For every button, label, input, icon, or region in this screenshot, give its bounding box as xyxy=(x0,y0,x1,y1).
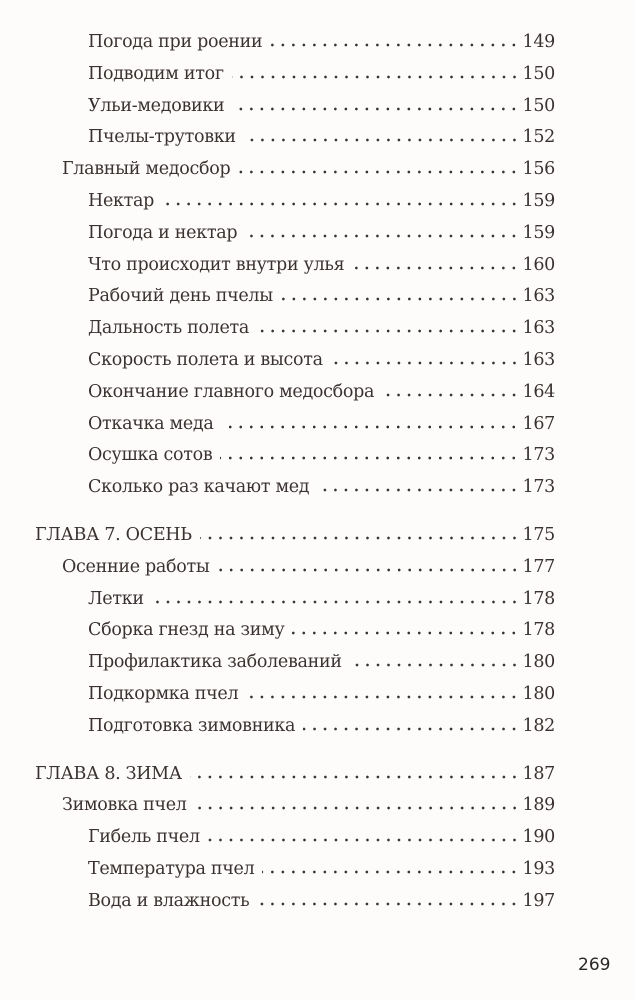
toc-entry-page: 164 xyxy=(522,381,555,402)
toc-entry-page: 190 xyxy=(522,827,555,848)
toc-entry-page: 159 xyxy=(522,222,555,243)
toc-subsection xyxy=(0,186,555,218)
toc-subsection xyxy=(0,345,555,377)
toc-entry-page: 167 xyxy=(522,413,555,434)
toc-entry-title: Зимовка пчел xyxy=(62,795,187,816)
toc-entry-page: 178 xyxy=(522,620,555,641)
toc-entry-title: ГЛАВА 8. ЗИМА xyxy=(35,763,182,784)
dot-leader xyxy=(270,43,519,47)
toc-subsection xyxy=(0,711,555,743)
toc-entry-title: ГЛАВА 7. ОСЕНЬ xyxy=(35,524,192,545)
toc-subsection xyxy=(0,409,555,441)
toc-chapter xyxy=(0,520,555,552)
toc-subsection xyxy=(0,377,555,409)
toc-subsection xyxy=(0,854,555,886)
toc-entry-page: 177 xyxy=(522,556,555,577)
dot-leader xyxy=(246,695,519,699)
toc-section xyxy=(0,154,555,186)
toc-subsection xyxy=(0,313,555,345)
toc-entry-page: 160 xyxy=(522,254,555,275)
toc-subsection xyxy=(0,886,555,918)
dot-leader xyxy=(382,393,519,397)
toc-subsection xyxy=(0,281,555,313)
toc-entry-title: Подводим итог xyxy=(88,63,224,84)
dot-leader xyxy=(238,170,519,174)
toc-entry-page: 197 xyxy=(522,890,555,911)
dot-leader xyxy=(245,234,519,238)
toc-subsection xyxy=(0,91,555,123)
toc-subsection xyxy=(0,440,555,472)
toc-entry-page: 156 xyxy=(522,159,555,180)
toc-entry-title: Сколько раз качают мед xyxy=(88,477,310,498)
dot-leader xyxy=(331,361,520,365)
toc-entry-title: Подкормка пчел xyxy=(88,683,239,704)
dot-leader xyxy=(303,727,519,731)
toc-entry-page: 173 xyxy=(522,477,555,498)
dot-leader xyxy=(220,456,519,460)
toc-entry-title: Осушка сотов xyxy=(88,445,213,466)
toc-entry-page: 163 xyxy=(522,349,555,370)
toc-subsection xyxy=(0,647,555,679)
dot-leader xyxy=(317,488,519,492)
toc-entry-title: Летки xyxy=(88,588,144,609)
toc-subsection xyxy=(0,822,555,854)
dot-leader xyxy=(281,297,520,301)
toc-entry-page: 193 xyxy=(522,858,555,879)
toc-entry-title: Рабочий день пчелы xyxy=(88,286,273,307)
toc-entry-title: Осенние работы xyxy=(62,556,210,577)
toc-entry-page: 173 xyxy=(522,445,555,466)
toc-chapter xyxy=(0,759,555,791)
toc-subsection xyxy=(0,584,555,616)
dot-leader xyxy=(352,266,519,270)
toc-entry-page: 152 xyxy=(522,127,555,148)
dot-leader xyxy=(190,775,520,779)
toc-entry-title: Погода при роении xyxy=(88,32,263,52)
toc-entry-title: Что происходит внутри улья xyxy=(88,254,345,275)
page-number: 269 xyxy=(578,955,611,975)
dot-leader xyxy=(200,536,520,540)
toc-subsection xyxy=(0,27,555,59)
toc-entry-title: Погода и нектар xyxy=(88,222,238,243)
toc-entry-page: 159 xyxy=(522,190,555,211)
dot-leader xyxy=(262,870,519,874)
dot-leader xyxy=(232,107,519,111)
table-of-contents xyxy=(0,27,635,918)
toc-entry-page: 175 xyxy=(522,524,555,545)
dot-leader xyxy=(350,663,520,667)
toc-entry-title: Гибель пчел xyxy=(88,827,200,848)
toc-entry-title: Пчелы-трутовки xyxy=(88,127,236,148)
toc-entry-page: 180 xyxy=(522,652,555,673)
toc-entry-page: 182 xyxy=(522,715,555,736)
toc-entry-page: 150 xyxy=(522,63,555,84)
toc-entry-title: Ульи-медовики xyxy=(88,95,225,116)
toc-entry-page: 150 xyxy=(522,95,555,116)
toc-entry-title: Главный медосбор xyxy=(62,159,231,180)
toc-entry-page: 189 xyxy=(522,795,555,816)
dot-leader xyxy=(221,425,519,429)
dot-leader xyxy=(257,329,519,333)
toc-entry-title: Подготовка зимовника xyxy=(88,715,296,736)
toc-entry-page: 163 xyxy=(522,318,555,339)
toc-subsection xyxy=(0,122,555,154)
toc-subsection xyxy=(0,250,555,282)
dot-leader xyxy=(244,138,520,142)
toc-entry-title: Откачка меда xyxy=(88,413,214,434)
dot-leader xyxy=(208,838,520,842)
toc-entry-title: Профилактика заболеваний xyxy=(88,652,342,673)
toc-subsection xyxy=(0,679,555,711)
dot-leader xyxy=(152,600,520,604)
toc-entry-title: Скорость полета и высота xyxy=(88,349,323,370)
toc-entry-page: 178 xyxy=(522,588,555,609)
dot-leader xyxy=(195,806,520,810)
dot-leader xyxy=(257,902,519,906)
toc-subsection xyxy=(0,59,555,91)
toc-subsection xyxy=(0,472,555,504)
dot-leader xyxy=(162,202,519,206)
toc-entry-title: Дальность полета xyxy=(88,318,250,339)
toc-entry-title: Окончание главного медосбора xyxy=(88,381,375,402)
toc-entry-title: Вода и влажность xyxy=(88,890,250,911)
toc-section xyxy=(0,790,555,822)
toc-entry-title: Нектар xyxy=(88,190,155,211)
toc-subsection xyxy=(0,218,555,250)
toc-entry-title: Температура пчел xyxy=(88,858,255,879)
toc-entry-title: Сборка гнезд на зиму xyxy=(88,620,285,641)
toc-entry-page: 187 xyxy=(522,763,555,784)
dot-leader xyxy=(218,568,520,572)
toc-section xyxy=(0,552,555,584)
toc-subsection xyxy=(0,615,555,647)
dot-leader xyxy=(232,75,520,79)
dot-leader xyxy=(292,631,519,635)
toc-entry-page: 149 xyxy=(522,32,555,52)
toc-entry-page: 163 xyxy=(522,286,555,307)
toc-entry-page: 180 xyxy=(522,683,555,704)
